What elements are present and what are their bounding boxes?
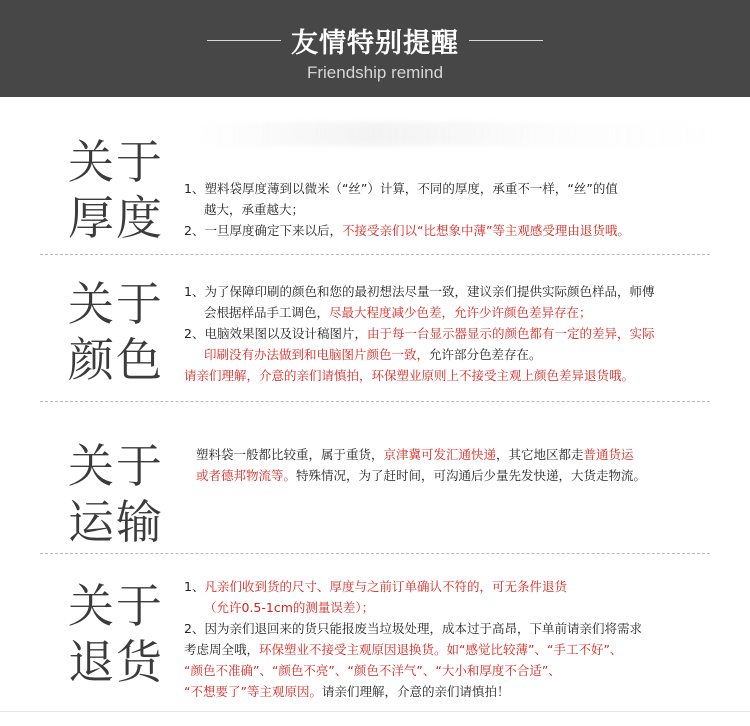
section-title: 关于 退货 bbox=[68, 579, 164, 689]
body-text: 1、塑料袋厚度薄到以微米（“丝”）计算，不同的厚度，承重不一样，“丝”的值 bbox=[184, 181, 618, 196]
text-line bbox=[184, 597, 729, 618]
body-text: 2、因为亲们退回来的货只能报废当垃圾处理，成本过于高昂，下单前请亲们将需求 bbox=[184, 621, 642, 636]
text-line bbox=[196, 465, 741, 486]
title-rule-left bbox=[207, 40, 281, 41]
section-divider bbox=[40, 401, 710, 402]
text-line bbox=[184, 199, 729, 220]
body-text: 越大，承重越大； bbox=[204, 202, 305, 217]
highlighted-text: “不想要了”等主观原因。 bbox=[184, 684, 322, 699]
body-text: 塑料袋一般都比较重，属于重货， bbox=[196, 447, 384, 462]
text-line bbox=[184, 220, 729, 241]
section-body bbox=[184, 178, 729, 241]
highlighted-text: 或者德邦物流等。 bbox=[196, 468, 297, 483]
body-text: 特殊情况，为了赶时间，可沟通后少量先发快递，大货走物流。 bbox=[296, 468, 647, 483]
highlighted-text: 请亲们理解，介意的亲们请慎拍，环保塑业原则上不接受主观上颜色差异退货哦。 bbox=[184, 368, 635, 383]
header-banner bbox=[0, 0, 750, 97]
body-text: 会根据样品手工调色， bbox=[204, 305, 330, 320]
highlighted-text: 凡亲们收到货的尺寸、厚度与之前订单确认不符的，可无条件退货 bbox=[204, 579, 567, 594]
text-line bbox=[184, 681, 729, 702]
page-title: 友情特别提醒 bbox=[291, 27, 459, 59]
text-line bbox=[184, 323, 729, 344]
section-divider bbox=[40, 553, 710, 554]
highlighted-text: 由于每一台显示器显示的颜色都有一定的差异，实际 bbox=[366, 326, 655, 341]
section-body bbox=[196, 444, 741, 486]
highlighted-text: 环保塑业不接受主观原因退换货。如“感觉比较薄”、“手工不好”、 bbox=[259, 642, 623, 657]
body-text: 允许部分色差存在。 bbox=[429, 347, 542, 362]
text-line bbox=[184, 618, 729, 639]
text-line bbox=[184, 365, 729, 386]
text-line bbox=[184, 302, 729, 323]
highlighted-text: 普通货运 bbox=[583, 447, 634, 462]
highlighted-text: 印刷没有办法做到和电脑图片颜色一致， bbox=[204, 347, 430, 362]
text-line bbox=[184, 178, 729, 199]
section-title: 关于 厚度 bbox=[68, 135, 164, 245]
highlighted-text: “颜色不准确”、“颜色不亮”、“颜色不洋气”、“大小和厚度不合适”、 bbox=[184, 663, 561, 678]
text-line bbox=[196, 444, 741, 465]
header-title-row bbox=[0, 18, 750, 62]
section-title: 关于 颜色 bbox=[68, 277, 164, 387]
highlighted-text: 京津冀可发汇通快递 bbox=[383, 447, 497, 462]
text-line bbox=[184, 639, 729, 660]
text-line bbox=[184, 281, 729, 302]
highlighted-text: （允许0.5-1cm的测量误差）； bbox=[204, 600, 375, 615]
text-line bbox=[184, 660, 729, 681]
body-text: 1、为了保障印刷的颜色和您的最初想法尽量一致，建议亲们提供实际颜色样品，师傅 bbox=[184, 284, 655, 299]
section-divider bbox=[40, 254, 710, 255]
highlighted-text: 尽最大程度减少色差，允许少许颜色差异存在； bbox=[329, 305, 592, 320]
body-text: 2、电脑效果图以及设计稿图片， bbox=[184, 326, 367, 341]
body-text: ，其它地区都走 bbox=[496, 447, 584, 462]
section-title: 关于 运输 bbox=[68, 439, 164, 549]
highlighted-text: 不接受亲们以“比想象中薄”等主观感受理由退货哦。 bbox=[341, 223, 630, 238]
page-subtitle: Friendship remind bbox=[306, 63, 444, 82]
body-text: 考虑周全哦， bbox=[184, 642, 260, 657]
text-line bbox=[184, 576, 729, 597]
body-text: 2、一旦厚度确定下来以后， bbox=[184, 223, 342, 238]
title-rule-right bbox=[469, 40, 543, 41]
section-body bbox=[184, 281, 729, 386]
body-text: 请亲们理解，介意的亲们请慎拍！ bbox=[321, 684, 510, 699]
text-line bbox=[184, 344, 729, 365]
faint-watermark-smudge bbox=[200, 122, 720, 146]
body-text: 1、 bbox=[184, 579, 205, 594]
section-body bbox=[184, 576, 729, 702]
bottom-edge bbox=[0, 711, 750, 726]
